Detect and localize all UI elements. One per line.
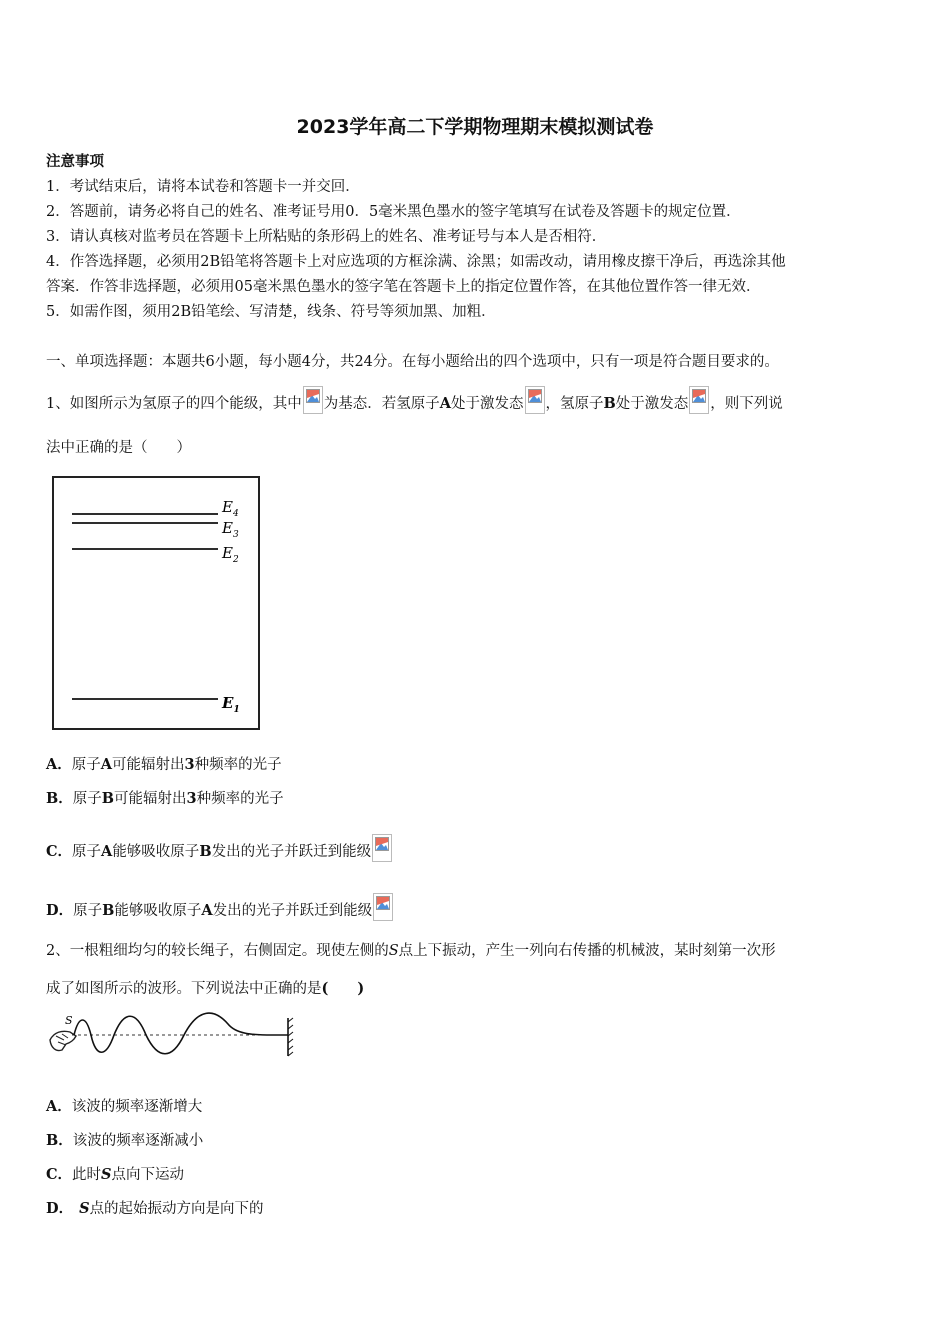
q1-text-6: ，则下列说 — [710, 396, 783, 412]
q2-text-2: 点上下振动，产生一列向右传播的机械波，某时刻第一次形 — [398, 943, 776, 959]
notice-item-2: 2．答题前，请务必将自己的姓名、准考证号用0．5毫米黑色墨水的签字笔填写在试卷及答题卡的规定位置． — [46, 204, 741, 220]
option-atom: B — [199, 843, 212, 860]
option-text: 种频率的光子 — [194, 757, 282, 773]
option-atom: B — [102, 902, 115, 919]
broken-image-icon — [303, 386, 323, 414]
option-atom: A — [100, 756, 113, 773]
broken-image-icon — [525, 386, 545, 414]
option-number: 3 — [184, 756, 195, 773]
option-number: 3 — [186, 790, 197, 807]
q2-option-a[interactable] — [46, 1097, 202, 1117]
energy-level-diagram — [50, 474, 265, 734]
notice-item-1: 1．考试结束后，请将本试卷和答题卡一并交回． — [46, 179, 360, 195]
notice-item-5: 5．如需作图，须用2B铅笔绘、写清楚，线条、符号等须加黑、加粗． — [46, 304, 496, 320]
option-text: 发出的光子并跃迁到能级 — [211, 844, 372, 860]
broken-image-icon — [689, 386, 709, 414]
q2-text-3: 成了如图所示的波形。下列说法中正确的是 — [46, 981, 322, 997]
option-text: 能够吸收原子 — [114, 903, 202, 919]
option-point-s: S — [79, 1200, 90, 1217]
broken-image-icon — [372, 834, 392, 862]
option-atom: A — [201, 902, 213, 919]
notice-item-3: 3．请认真核对监考员在答题卡上所粘贴的条形码上的姓名、准考证号与本人是否相符． — [46, 229, 607, 245]
q1-text-3: 处于激发态 — [451, 396, 524, 412]
level-e1-label: $E_1$ — [222, 694, 240, 715]
option-letter: D． — [46, 1200, 74, 1217]
q1-option-c[interactable] — [46, 834, 393, 862]
option-text: 可能辐射出 — [112, 757, 185, 773]
q2-point-s: S — [388, 943, 399, 959]
q2-option-b[interactable] — [46, 1131, 203, 1151]
option-text: 该波的频率逐渐减小 — [72, 1133, 204, 1149]
q1-stem-line2: 法中正确的是（ ） — [46, 440, 191, 456]
option-text: 能够吸收原子 — [112, 844, 200, 860]
q1-text-5: 处于激发态 — [615, 396, 689, 412]
q2-stem-line2 — [46, 979, 364, 999]
q1-option-a[interactable] — [46, 755, 282, 775]
option-text: 点的起始振动方向是向下的 — [89, 1201, 264, 1217]
option-letter: C． — [46, 843, 73, 860]
option-letter: C． — [46, 1166, 73, 1183]
level-e4-label: $E_4$ — [222, 498, 239, 519]
q2-stem-line1 — [46, 941, 776, 961]
q1-stem-line1 — [46, 386, 783, 414]
option-point-s: S — [101, 1166, 112, 1183]
q1-text-4: ，氢原子 — [545, 396, 604, 412]
notice-item-4: 4．作答选择题，必须用2B铅笔将答题卡上对应选项的方框涂满、涂黑；如需改动，请用橡皮擦干净后，再选涂其他 — [46, 254, 786, 270]
option-text: 此时 — [72, 1167, 102, 1183]
option-letter: A． — [46, 756, 72, 773]
option-text: 原子 — [71, 757, 101, 773]
q1-text-1: 1、如图所示为氢原子的四个能级，其中 — [46, 396, 302, 412]
option-text: 种频率的光子 — [196, 791, 284, 807]
option-letter: A． — [46, 1098, 72, 1115]
option-text: 点向下运动 — [111, 1167, 185, 1183]
option-text: 该波的频率逐渐增大 — [71, 1099, 203, 1115]
notice-heading: 注意事项 — [46, 153, 104, 170]
q2-answer-paren: ( ) — [321, 980, 365, 997]
page-title: 2023学年高二下学期物理期末模拟测试卷 — [296, 116, 654, 138]
level-e3-label: $E_3$ — [222, 519, 239, 540]
option-text: 原子 — [72, 844, 102, 860]
option-text: 原子 — [72, 791, 102, 807]
wave-point-s-label: S — [65, 1014, 73, 1027]
q2-option-d[interactable] — [46, 1199, 264, 1219]
q2-option-c[interactable] — [46, 1165, 184, 1185]
notice-item-4-cont: 答案．作答非选择题，必须用05毫米黑色墨水的签字笔在答题卡上的指定位置作答，在其他位置作答一律无效． — [46, 279, 761, 295]
q1-option-b[interactable] — [46, 789, 284, 809]
rope-wave-diagram — [44, 1010, 296, 1060]
q1-option-d[interactable] — [46, 893, 394, 921]
option-text: 发出的光子并跃迁到能级 — [212, 903, 373, 919]
level-e2-label: $E_2$ — [222, 544, 239, 565]
wave-curve — [74, 1013, 288, 1054]
option-atom: B — [101, 790, 115, 807]
option-letter: D． — [46, 902, 74, 919]
q1-atom-b: B — [603, 395, 616, 412]
q2-text-1: 2、一根粗细均匀的较长绳子，右侧固定。现使左侧的 — [46, 943, 389, 959]
option-text: 原子 — [73, 903, 103, 919]
q1-text-2: 为基态．若氢原子 — [323, 396, 440, 412]
option-atom: A — [101, 843, 113, 860]
option-text: 可能辐射出 — [114, 791, 187, 807]
option-letter: B． — [46, 1132, 73, 1149]
option-letter: B． — [46, 790, 73, 807]
broken-image-icon — [373, 893, 393, 921]
q1-atom-a: A — [439, 395, 451, 412]
section1-heading: 一、单项选择题：本题共6小题，每小题4分，共24分。在每小题给出的四个选项中，只有一项是符合题目要求的。 — [46, 354, 779, 370]
